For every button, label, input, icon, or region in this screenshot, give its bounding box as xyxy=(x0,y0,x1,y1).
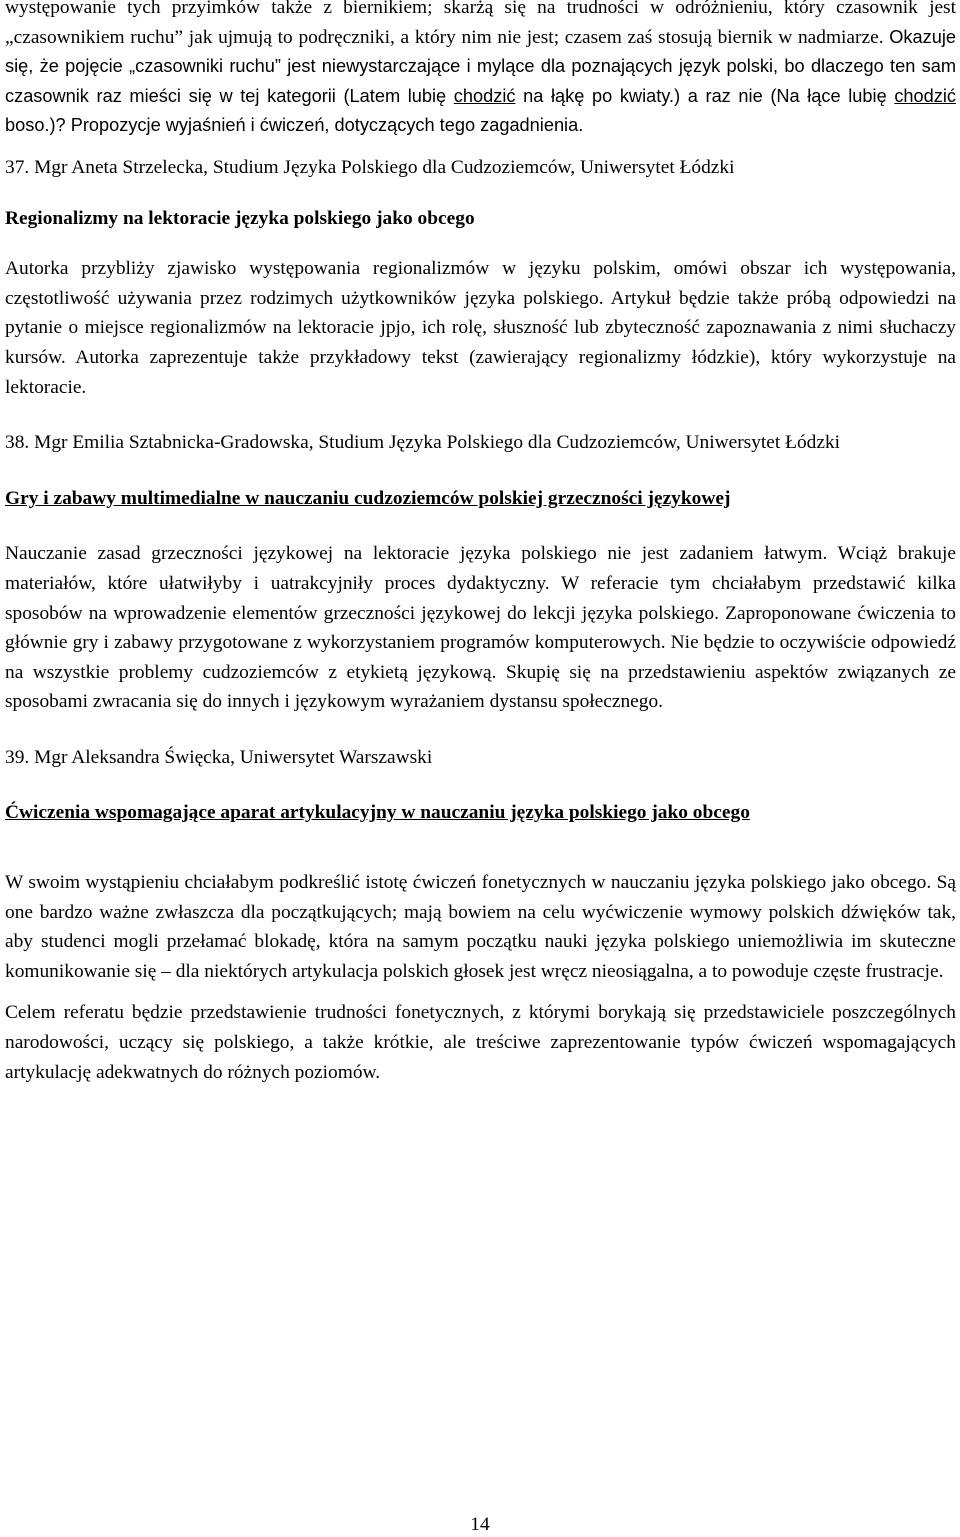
intro-paragraph xyxy=(5,0,956,141)
intro-serif-text: występowanie tych przyimków także z biernikiem; skarżą się na trudności w odróżnieniu, który czasownik jest „czasownikiem ruchu” jak ujmują to podręczniki, a który nim nie jest; czasem zaś stosują biernik w nadmiarze. xyxy=(5,0,956,48)
entry-39-paragraph-1: W swoim wystąpieniu chciałabym podkreślić istotę ćwiczeń fonetycznych w nauczaniu języka polskiego jako obcego. Są one bardzo ważne zwłaszcza dla początkujących; mają bowiem na celu wyćwiczenie wymowy polskich dźwięków tak, aby studenci mogli przełamać blokadę, która na samym początku nauki języka polskiego uniemożliwia im skuteczne komunikowanie się – dla niektórych artykulacja polskich głosek jest wręcz nieosiągalna, a to powoduje częste frustracje. xyxy=(5,872,956,982)
entry-38-heading: 38. Mgr Emilia Sztabnicka-Gradowska, Studium Języka Polskiego dla Cudzoziemców, Uniwersytet Łódzki xyxy=(5,432,841,454)
intro-underlined-word: chodzić xyxy=(894,85,956,106)
entry-38-paragraph: Nauczanie zasad grzeczności językowej na lektoracie języka polskiego nie jest zadaniem łatwym. Wciąż brakuje materiałów, które ułatwiłyby i uatrakcyjniły proces dydaktyczny. W referacie tym chciałabym przedstawić kilka sposobów na wprowadzenie elementów grzeczności językowej do lekcji języka polskiego. Zaproponowane ćwiczenia to głównie gry i zabawy przygotowane z wykorzystaniem programów komputerowych. Nie będzie to oczywiście odpowiedź na wszystkie problemy cudzoziemców z etykietą językową. Skupię się na przedstawieniu aspektów związanych ze sposobami zwracania się do innych i językowym wyrażaniem dystansu społecznego. xyxy=(5,543,956,713)
entry-38-title: Gry i zabawy multimedialne w nauczaniu cudzoziemców polskiej grzeczności językowej xyxy=(5,487,731,509)
intro-sans-text: na łąkę po kwiaty.) a raz nie (Na łące lubię xyxy=(515,85,895,106)
intro-underlined-word: chodzić xyxy=(453,85,516,106)
entry-39-paragraph-2: Celem referatu będzie przedstawienie trudności fonetycznych, z którymi borykają się przedstawiciele poszczególnych narodowości, uczący się polskiego, a także krótkie, ale treściwe zaprezentowanie typów ćwiczeń wspomagających artykulację adekwatnych do różnych poziomów. xyxy=(5,1002,956,1083)
page-number: 14 xyxy=(470,1514,490,1535)
intro-sans-text: Okazuje się, że pojęcie „czasowniki ruchu” jest niewystarczające i mylące dla poznających język polski, bo dlaczego ten sam czasownik raz mieści się w tej kategorii (Latem lubię xyxy=(5,26,956,106)
entry-37-heading: 37. Mgr Aneta Strzelecka, Studium Języka Polskiego dla Cudzoziemców, Uniwersytet Łódzki xyxy=(5,156,735,178)
entry-39-heading: 39. Mgr Aleksandra Święcka, Uniwersytet Warszawski xyxy=(5,746,433,768)
intro-sans-text: boso.)? Propozycje wyjaśnień i ćwiczeń, dotyczących tego zagadnienia. xyxy=(5,115,584,136)
entry-37-title: Regionalizmy na lektoracie języka polskiego jako obcego xyxy=(5,207,475,229)
entry-37-paragraph: Autorka przybliży zjawisko występowania regionalizmów w języku polskim, omówi obszar ich występowania, częstotliwość używania przez rodzimych użytkowników języka polskiego. Artykuł będzie także próbą odpowiedzi na pytanie o miejsce regionalizmów na lektoracie jpjo, ich rolę, słuszność lub zbyteczność zapoznawania z nimi słuchaczy kursów. Autorka zaprezentuje także przykładowy tekst (zawierający regionalizmy łódzkie), który wykorzystuje na lektoracie. xyxy=(5,258,956,398)
entry-39-title: Ćwiczenia wspomagające aparat artykulacyjny w nauczaniu języka polskiego jako obcego xyxy=(5,802,750,824)
